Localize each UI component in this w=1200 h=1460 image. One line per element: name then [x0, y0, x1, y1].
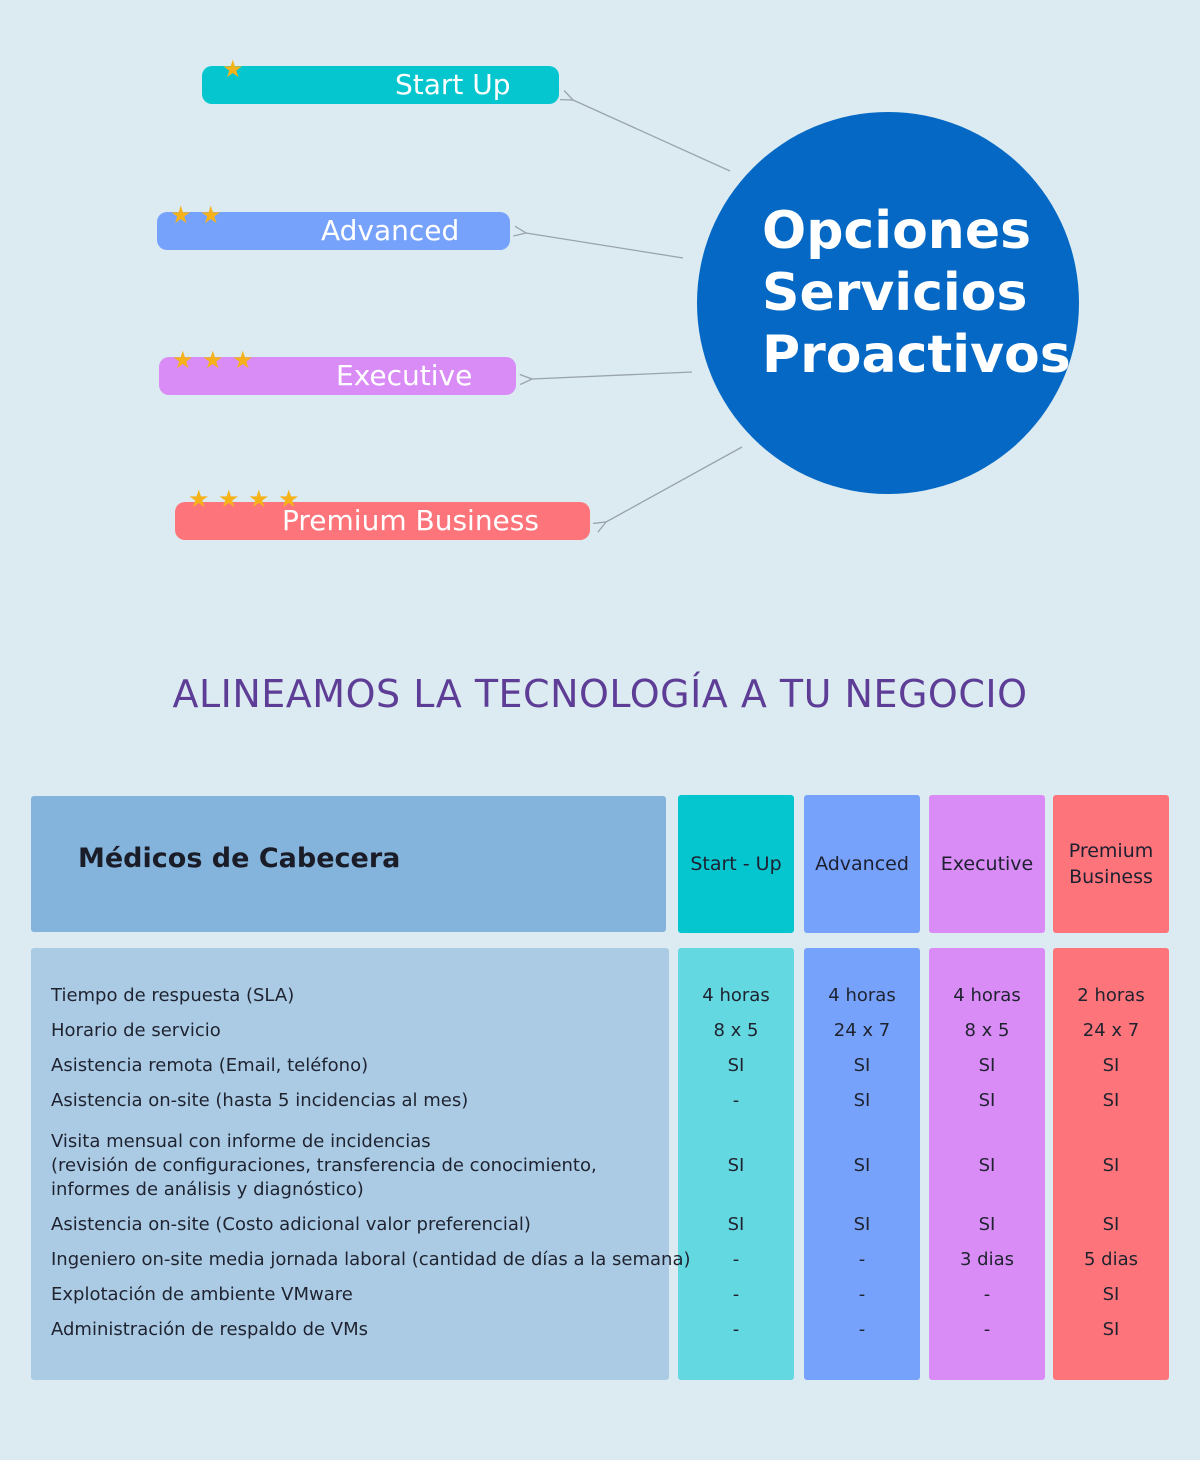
column-header-executive	[929, 795, 1045, 933]
table-cell: 2 horas	[1077, 985, 1145, 1006]
table-cell: SI	[978, 1214, 996, 1235]
table-cell: 4 horas	[828, 985, 896, 1006]
slogan-heading: ALINEAMOS LA TECNOLOGÍA A TU NEGOCIO	[172, 672, 1028, 716]
column-label: Start - Up	[690, 853, 782, 875]
arrow-executive	[532, 372, 692, 379]
table-cell: -	[732, 1249, 740, 1270]
table-cell: 24 x 7	[833, 1020, 891, 1041]
tier-label-start-up: Start Up	[395, 68, 511, 101]
table-cell: SI	[853, 1055, 871, 1076]
table-cell: 5 dias	[1083, 1249, 1138, 1270]
table-cell: -	[858, 1319, 866, 1340]
feature-label: Administración de respaldo de VMs	[51, 1319, 369, 1340]
tier-label-premium-business: Premium Business	[282, 504, 539, 537]
table-cell: SI	[1102, 1155, 1120, 1176]
center-title: Opciones Servicios Proactivos	[762, 201, 1071, 385]
feature-label: Explotación de ambiente VMware	[51, 1284, 353, 1305]
table-cell: SI	[978, 1090, 996, 1111]
table-cell: SI	[727, 1055, 745, 1076]
table-cell: SI	[1102, 1090, 1120, 1111]
table-cell: 24 x 7	[1082, 1020, 1140, 1041]
star-icon: ★	[170, 201, 192, 229]
table-cell: SI	[727, 1155, 745, 1176]
arrow-premium-business	[606, 447, 742, 522]
feature-label: Visita mensual con informe de incidencias	[51, 1131, 431, 1152]
table-cell: SI	[727, 1214, 745, 1235]
column-header-start-up	[678, 795, 794, 933]
column-label: Executive	[940, 853, 1034, 875]
table-cell: 3 dias	[959, 1249, 1014, 1270]
table-cell: SI	[978, 1055, 996, 1076]
table-cell: -	[858, 1284, 866, 1305]
table-cell: 4 horas	[702, 985, 770, 1006]
table-cell: -	[983, 1284, 991, 1305]
feature-label: Horario de servicio	[51, 1020, 221, 1041]
table-cell: -	[732, 1090, 740, 1111]
table-title-cell	[31, 796, 666, 932]
feature-label: Asistencia on-site (Costo adicional valor preferencial)	[51, 1214, 531, 1235]
feature-label: Asistencia remota (Email, teléfono)	[51, 1055, 369, 1076]
star-icon: ★	[202, 346, 224, 374]
star-icon: ★	[172, 346, 194, 374]
table-cell: SI	[978, 1155, 996, 1176]
tier-label-executive: Executive	[336, 359, 473, 392]
feature-label: Ingeniero on-site media jornada laboral (cantidad de días a la semana)	[51, 1249, 691, 1270]
table-title: Médicos de Cabecera	[78, 843, 401, 874]
table-cell: SI	[1102, 1284, 1120, 1305]
table-cell: SI	[1102, 1319, 1120, 1340]
arrow-start-up	[573, 100, 730, 171]
feature-label: Asistencia on-site (hasta 5 incidencias al mes)	[51, 1090, 469, 1111]
column-header-advanced	[804, 795, 920, 933]
table-cell: 8 x 5	[713, 1020, 759, 1041]
column-header-premium-business	[1053, 795, 1169, 933]
table-cell: 8 x 5	[964, 1020, 1010, 1041]
table-cell: 4 horas	[953, 985, 1021, 1006]
center-circle	[697, 112, 1079, 494]
table-cell: SI	[853, 1214, 871, 1235]
star-icon: ★	[200, 201, 222, 229]
table-cell: -	[732, 1319, 740, 1340]
table-cell: -	[858, 1249, 866, 1270]
star-icon: ★	[232, 346, 254, 374]
table-cell: -	[983, 1319, 991, 1340]
column-label: Advanced	[815, 853, 909, 875]
feature-label: Tiempo de respuesta (SLA)	[51, 985, 295, 1006]
star-icon: ★	[218, 485, 240, 513]
table-cell: -	[732, 1284, 740, 1305]
feature-detail: (revisión de configuraciones, transferencia de conocimiento, informes de análisis y diagnóstico)	[51, 1155, 597, 1200]
arrow-advanced	[526, 233, 683, 258]
table-cell: SI	[1102, 1055, 1120, 1076]
tier-label-advanced: Advanced	[321, 214, 460, 247]
table-cell: SI	[853, 1090, 871, 1111]
column-label: Premium Business	[1068, 840, 1154, 888]
star-icon: ★	[222, 55, 244, 83]
star-icon: ★	[278, 485, 300, 513]
tier-pill-start-up	[202, 66, 559, 104]
star-icon: ★	[188, 485, 210, 513]
table-cell: SI	[1102, 1214, 1120, 1235]
star-icon: ★	[248, 485, 270, 513]
table-cell: SI	[853, 1155, 871, 1176]
